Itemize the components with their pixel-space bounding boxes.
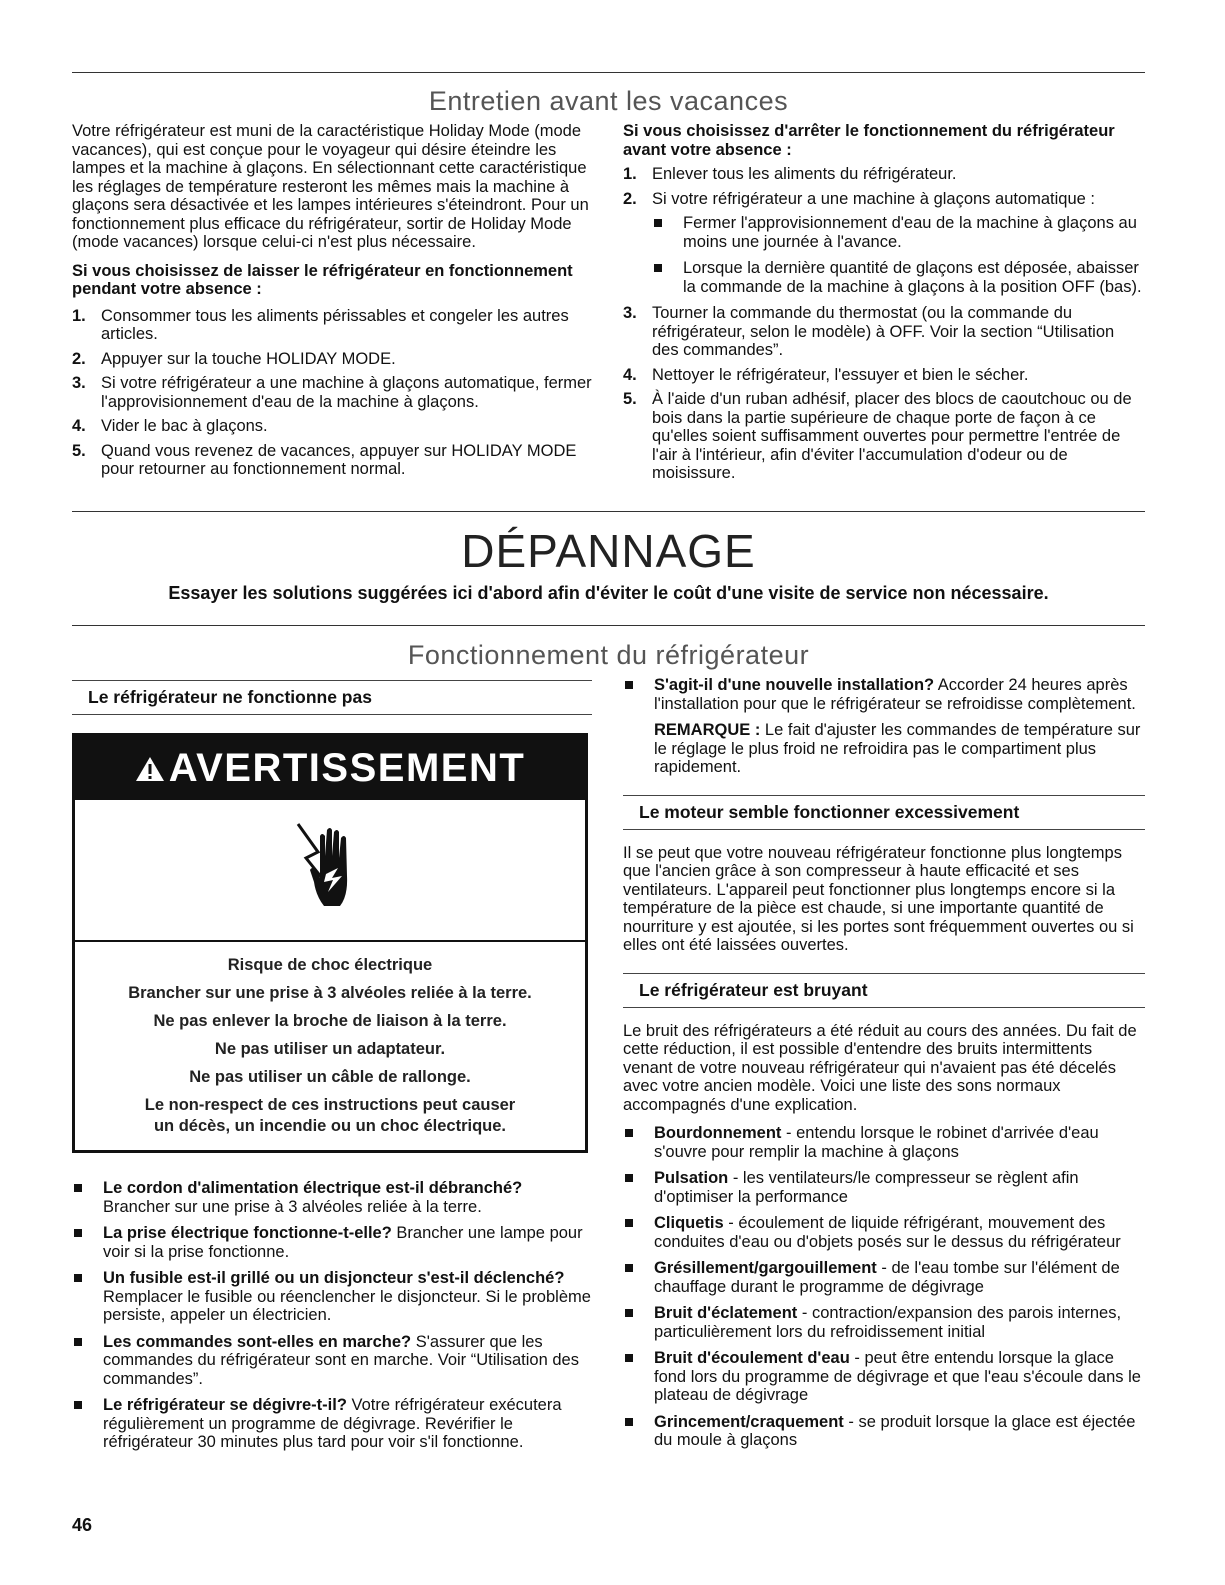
list-item: 4. Vider le bac à glaçons. xyxy=(72,417,268,435)
list-item: Fermer l'approvisionnement d'eau de la machine à glaçons au moins une journée à l'avance. xyxy=(652,214,1145,251)
list-item: Lorsque la dernière quantité de glaçons est déposée, abaisser la commande de la machine à glaçons à la position OFF (bas). xyxy=(652,259,1145,296)
vacation-section-title: Entretien avant les vacances xyxy=(428,86,789,116)
vacation-right-column xyxy=(623,122,1145,489)
list-item: Le cordon d'alimentation électrique est-il débranché? Brancher sur une prise à 3 alvéoles reliée à la terre. xyxy=(72,1179,592,1216)
warning-title-bar xyxy=(75,736,585,800)
normal-sounds-list xyxy=(623,1124,1145,1450)
troubleshooting-subtitle: Essayer les solutions suggérées ici d'abord afin d'éviter le coût d'une visite de service non nécessaire. xyxy=(168,583,1049,603)
list-item: Les commandes sont-elles en marche? S'assurer que les commandes du réfrigérateur sont en marche. Voir “Utilisation des commandes”. xyxy=(72,1333,592,1389)
warning-line: Risque de choc électrique xyxy=(227,956,433,974)
not-working-column xyxy=(72,680,592,1460)
new-install-note: REMARQUE : Le fait d'ajuster les commandes de température sur le réglage le plus froid ne refroidira pas le compartiment plus rapidement. xyxy=(654,721,1141,776)
list-item: Un fusible est-il grillé ou un disjoncteur s'est-il déclenché? Remplacer le fusible ou réenclencher le disjoncteur. Si le problème persiste, appeler un électricien. xyxy=(72,1269,592,1325)
motor-heading: Le moteur semble fonctionner excessivement xyxy=(623,795,1145,830)
list-item: 1. Consommer tous les aliments périssables et congeler les autres articles. xyxy=(72,306,569,343)
list-item: 5. Quand vous revenez de vacances, appuyer sur HOLIDAY MODE pour retourner au fonctionnement normal. xyxy=(72,441,577,478)
warning-consequence: Le non-respect de ces instructions peut causer xyxy=(144,1096,516,1114)
list-item: 2. Appuyer sur la touche HOLIDAY MODE. xyxy=(72,349,396,368)
list-item: Bourdonnement - entendu lorsque le robinet d'arrivée d'eau s'ouvre pour remplir la machine à glaçons xyxy=(623,1124,1145,1161)
noisy-heading: Le réfrigérateur est bruyant xyxy=(623,973,1145,1008)
page-number: 46 xyxy=(72,1515,93,1535)
list-item: Grincement/craquement - se produit lorsque la glace est éjectée du moule à glaçons xyxy=(623,1413,1145,1450)
warning-box xyxy=(72,733,588,1153)
list-item: 2. Si votre réfrigérateur a une machine à glaçons automatique : Fermer l'approvisionnement d'eau de la machine à glaçons au moins une journée à l'avance. Lorsque la dernière quantité de glaçons est déposée, abaisser la commande de la machine à glaçons à la position OFF (bas). xyxy=(623,190,1145,297)
list-item: 5. À l'aide d'un ruban adhésif, placer des blocs de caoutchouc ou de bois dans la partie supérieure de chaque porte de façon à ce qu'elles soient suffisamment ouvertes pour permettre l'entrée de l'air à l'intérieur, afin d'éviter l'accumulation d'odeur ou de moisissure. xyxy=(623,390,1132,482)
electric-shock-hand-icon xyxy=(75,800,585,942)
warning-line: Ne pas enlever la broche de liaison à la terre. xyxy=(153,1012,507,1030)
vacation-left-column xyxy=(72,122,592,485)
warning-triangle-icon xyxy=(135,738,165,802)
warning-title: AVERTISSEMENT xyxy=(168,746,526,790)
noisy-text: Le bruit des réfrigérateurs a été réduit au cours des années. Du fait de cette réduction, il est possible d'entendre des bruits intermittents venant de votre nouveau réfrigérateur qui n'avaient pas été décelés avec votre ancien modèle. Voici une liste des sons normaux accompagnés d'une explication. xyxy=(623,1021,1137,1114)
warning-consequence: un décès, un incendie ou un choc électrique. xyxy=(153,1117,507,1135)
list-item: Le réfrigérateur se dégivre-t-il? Votre réfrigérateur exécutera régulièrement un programme de dégivrage. Revérifier le réfrigérateur 30 minutes plus tard pour voir s'il fonctionne. xyxy=(72,1396,592,1452)
list-item: Pulsation - les ventilateurs/le compresseur se règlent afin d'optimiser la performance xyxy=(623,1169,1145,1206)
fridge-operation-title: Fonctionnement du réfrigérateur xyxy=(407,640,810,670)
new-install-list xyxy=(623,676,1145,713)
list-item: S'agit-il d'une nouvelle installation? Accorder 24 heures après l'installation pour que le réfrigérateur se refroidisse complètement. xyxy=(623,676,1145,713)
leave-on-steps xyxy=(72,307,592,479)
leave-on-heading: Si vous choisissez de laisser le réfrigérateur en fonctionnement pendant votre absence : xyxy=(72,261,573,298)
warning-line: Ne pas utiliser un adaptateur. xyxy=(214,1040,446,1058)
motor-text: Il se peut que votre nouveau réfrigérateur fonctionne plus longtemps que l'ancien grâce à son compresseur à haute efficacité et ses ventilateurs. L'appareil peut fonctionner plus longtemps encore si la température de la pièce est chaude, si une importante quantité de nourriture y est ajoutée, si les portes sont fréquemment ouvertes ou si elles ont été laissées ouvertes. xyxy=(623,843,1134,954)
icemaker-substeps xyxy=(652,214,1145,296)
list-item: La prise électrique fonctionne-t-elle? Brancher une lampe pour voir si la prise fonctionne. xyxy=(72,1224,592,1261)
turn-off-steps xyxy=(623,165,1145,483)
list-item: Cliquetis - écoulement de liquide réfrigérant, mouvement des conduites d'eau ou d'objets posés sur le dessus du réfrigérateur xyxy=(623,1214,1145,1251)
top-rule xyxy=(72,72,1145,73)
vacation-intro: Votre réfrigérateur est muni de la caractéristique Holiday Mode (mode vacances), qui est conçue pour le voyageur qui désire éteindre les lampes et la machine à glaçons. En sélectionnant cette caractéristique les réglages de température resteront les mêmes mais la machine à glaçons sera désactivée et les lampes intérieures s'éteindront. Pour un fonctionnement plus efficace du réfrigérateur, sortir de Holiday Mode (mode vacances) lorsque celui-ci n'est plus nécessaire. xyxy=(72,122,589,251)
list-item: Bruit d'écoulement d'eau - peut être entendu lorsque la glace fond lors du programme de dégivrage et que l'eau s'écoule dans le plateau de dégivrage xyxy=(623,1349,1145,1405)
warning-text xyxy=(75,942,585,1150)
section-rule xyxy=(72,625,1145,626)
not-working-heading: Le réfrigérateur ne fonctionne pas xyxy=(72,680,592,715)
warning-line: Ne pas utiliser un câble de rallonge. xyxy=(189,1068,471,1086)
list-item: 1. Enlever tous les aliments du réfrigérateur. xyxy=(623,165,957,183)
warning-line: Brancher sur une prise à 3 alvéoles reliée à la terre. xyxy=(128,984,532,1002)
list-item: Bruit d'éclatement - contraction/expansion des parois internes, particulièrement lors du refroidissement initial xyxy=(623,1304,1145,1341)
section-rule xyxy=(72,511,1145,512)
list-item: 3. Si votre réfrigérateur a une machine à glaçons automatique, fermer l'approvisionnement d'eau de la machine à glaçons. xyxy=(72,374,592,411)
troubleshooting-title: DÉPANNAGE xyxy=(461,525,756,577)
fridge-right-column xyxy=(623,676,1145,1458)
list-item: 3. Tourner la commande du thermostat (ou la commande du réfrigérateur, selon le modèle) à OFF. Voir la section “Utilisation des commandes”. xyxy=(623,304,1115,359)
list-item: 4. Nettoyer le réfrigérateur, l'essuyer et bien le sécher. xyxy=(623,365,1029,384)
not-working-checks xyxy=(72,1179,592,1452)
list-item: Grésillement/gargouillement - de l'eau tombe sur l'élément de chauffage durant le programme de dégivrage xyxy=(623,1259,1145,1296)
turn-off-heading: Si vous choisissez d'arrêter le fonctionnement du réfrigérateur avant votre absence : xyxy=(623,122,1115,159)
